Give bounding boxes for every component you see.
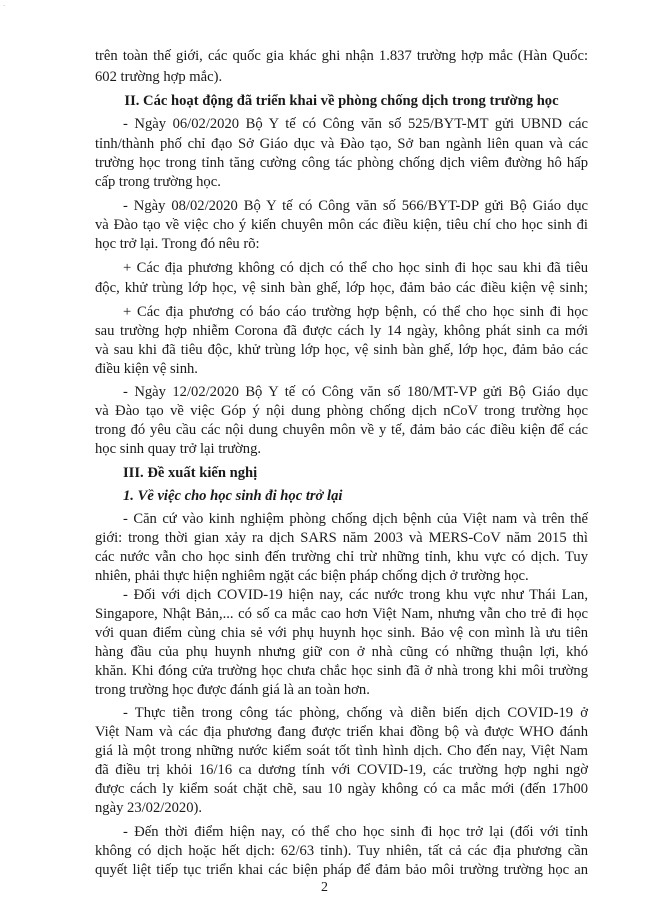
text-line: 1. Về việc cho học sinh đi học trở lại (123, 487, 343, 504)
text-line: cấp trong trường học. (95, 174, 221, 191)
text-line: sau trường hợp nhiễm Corona đã được cách ly 14 ngày, không phát sinh ca mới (95, 322, 588, 339)
text-line: và Đào tạo về việc Góp ý nội dung phòng chống dịch nCoV trong trường học (95, 403, 588, 420)
text-line: các nước vẫn cho học sinh đến trường chỉ trừ những tỉnh, khu vực có dịch. Tuy (95, 548, 588, 565)
text-line: hàng đầu của phụ huynh nhưng giữ con ở nhà cũng có những thuận lợi, khó (95, 643, 588, 660)
text-line: - Căn cứ vào kinh nghiệm phòng chống dịch bệnh của Việt nam và trên thế (123, 510, 588, 527)
text-line: và Đào tạo về việc cho ý kiến chuyên môn các điều kiện, tiêu chí cho học sinh đi (95, 217, 588, 234)
text-line: đã điều trị khỏi 16/16 ca dương tính với COVID-19, các trường hợp nghi ngờ (95, 762, 588, 779)
text-line: trong trường học được đánh giá là an toàn hơn. (95, 681, 370, 698)
text-line: tỉnh/thành phố chỉ đạo Sở Giáo dục và Đào tạo, Sở ban ngành liên quan và các (95, 136, 588, 153)
text-line: III. Đề xuất kiến nghị (123, 465, 258, 481)
page-number: 2 (321, 880, 328, 895)
text-line: nhiên, phải thực hiện nghiêm ngặt các biện pháp chống dịch ở trường học. (95, 567, 529, 584)
text-line: khăn. Khi đóng cửa trường học chưa chắc học sinh đã ở nhà trong khi môi trường (95, 662, 588, 679)
text-line: trong đó yêu cầu các nội dung chuyên môn về y tế, đảm bảo các điều kiện để các (95, 422, 588, 439)
text-line: - Đối với dịch COVID-19 hiện nay, các nước trong khu vực như Thái Lan, (123, 586, 588, 603)
text-line: và sau khi đã tiêu độc, khử trùng lớp học, vệ sinh bàn ghế, lớp học, đảm bảo các (95, 341, 588, 358)
text-line: II. Các hoạt động đã triển khai về phòng chống dịch trong trường học (124, 92, 559, 109)
text-line: - Ngày 12/02/2020 Bộ Y tế có Công văn số 180/MT-VP gửi Bộ Giáo dục (123, 384, 588, 401)
text-line: - Ngày 06/02/2020 Bộ Y tế có Công văn số 525/BYT-MT gửi UBND các (123, 116, 588, 133)
text-line: điều kiện vệ sinh. (95, 360, 198, 377)
text-line: học sinh quay trở lại trường. (95, 441, 262, 458)
text-line: giá là một trong những nước kiểm soát tốt tình hình dịch. Cho đến nay, Việt Nam (95, 743, 588, 760)
text-line: Việt Nam và các địa phương đang được triển khai đồng bộ và được WHO đánh (95, 724, 588, 741)
text-line: trên toàn thế giới, các quốc gia khác ghi nhận 1.837 trường hợp mắc (Hàn Quốc: (95, 48, 588, 64)
text-line: với quan điểm cùng chia sẻ với phụ huynh học sinh. Bảo vệ con mình là ưu tiên (95, 624, 588, 641)
text-line: ngày 23/02/2020). (95, 800, 203, 817)
text-line: - Đến thời điểm hiện nay, có thể cho học sinh đi học trở lại (đối với tỉnh (123, 824, 588, 840)
text-line: được cách ly kiểm soát chặt chẽ, sau 10 ngày không có ca mắc mới (đến 17h00 (95, 781, 588, 798)
text-line: 602 trường hợp mắc). (95, 68, 223, 85)
scan-mark: ˋ (3, 4, 6, 12)
text-line: + Các địa phương có báo cáo trường hợp bệnh, có thể cho học sinh đi học (123, 303, 588, 320)
text-line: quyết liệt tiếp tục triển khai các biện pháp để đảm bảo môi trường trường học an (95, 862, 588, 878)
text-line: trường học trong tỉnh tăng cường công tác phòng chống dịch viêm đường hô hấp (95, 155, 588, 172)
text-line: độc, khử trùng lớp học, vệ sinh bàn ghế, lớp học, đảm bảo các điều kiện vệ sinh; (95, 279, 588, 296)
text-line: - Thực tiễn trong công tác phòng, chống và diễn biến dịch COVID-19 ở (123, 705, 588, 722)
text-line: + Các địa phương không có dịch có thể cho học sinh đi học sau khi đã tiêu (123, 259, 588, 276)
text-line: không có dịch hoặc hết dịch: 62/63 tỉnh). Tuy nhiên, tất cả các địa phương cần (95, 843, 588, 859)
text-line: giới: trong thời gian xảy ra dịch SARS năm 2003 và MERS-CoV năm 2015 thì (95, 529, 588, 546)
text-line: Singapore, Nhật Bản,... có số ca mắc cao hơn Việt Nam, nhưng vẫn cho trẻ đi học (95, 605, 588, 622)
text-line: - Ngày 08/02/2020 Bộ Y tế có Công văn số 566/BYT-DP gửi Bộ Giáo dục (123, 198, 588, 215)
text-line: học trở lại. Trong đó nêu rõ: (95, 236, 260, 253)
